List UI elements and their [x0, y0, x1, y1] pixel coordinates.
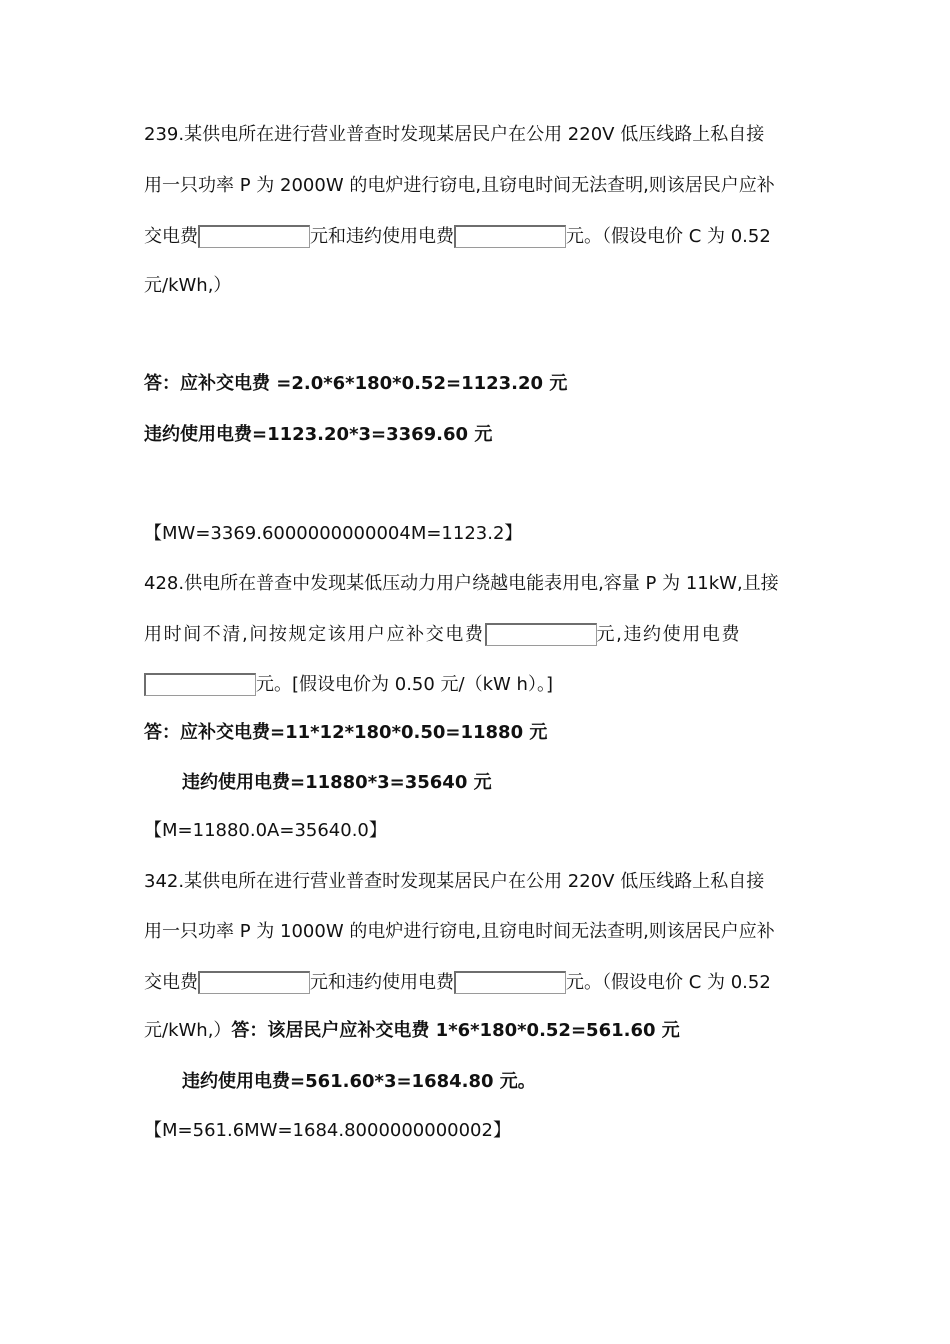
q239-blank-penalty-fee[interactable] — [454, 225, 566, 248]
q428-line-2 — [144, 622, 741, 648]
q239-line-1: 239.某供电所在进行营业普查时发现某居民户在公用 220V 低压线路上私自接 — [144, 124, 765, 145]
q239-line-2: 用一只功率 P 为 2000W 的电炉进行窃电,且窃电时间无法查明,则该居民户应补 — [144, 175, 775, 196]
q428-result: 【M=11880.0A=35640.0】 — [144, 820, 387, 841]
q342-line-2: 用一只功率 P 为 1000W 的电炉进行窃电,且窃电时间无法查明,则该居民户应补 — [144, 921, 775, 942]
q342-blank-penalty-fee[interactable] — [454, 971, 566, 994]
q239-result: 【MW=3369.6000000000004M=1123.2】 — [144, 523, 523, 544]
q342-text-b: 元和违约使用电费 — [310, 972, 454, 993]
q428-line-3 — [144, 672, 553, 698]
q428-answer-2: 违约使用电费=11880*3=35640 元 — [182, 772, 492, 793]
q428-line-1: 428.供电所在普查中发现某低压动力用户绕越电能表用电,容量 P 为 11kW,且接 — [144, 573, 779, 594]
q239-line-3 — [144, 224, 771, 250]
q239-blank-make-up-fee[interactable] — [198, 225, 310, 248]
q428-blank-make-up-fee[interactable] — [485, 623, 597, 646]
q342-text-c: 元。（假设电价 C 为 0.52 — [566, 972, 771, 993]
q428-answer-1: 答：应补交电费=11*12*180*0.50=11880 元 — [144, 722, 548, 743]
q239-text-a: 交电费 — [144, 226, 198, 247]
q342-answer-1: 答：该居民户应补交电费 1*6*180*0.52=561.60 元 — [231, 1020, 680, 1041]
q342-text-d: 元/kWh,） — [144, 1020, 232, 1041]
q342-result: 【M=561.6MW=1684.8000000000002】 — [144, 1120, 511, 1141]
q342-text-a: 交电费 — [144, 972, 198, 993]
q428-text-b: 元,违约使用电费 — [596, 624, 742, 645]
q342-line-1: 342.某供电所在进行营业普查时发现某居民户在公用 220V 低压线路上私自接 — [144, 871, 765, 892]
q428-text-a: 用时间不清,问按规定该用户应补交电费 — [144, 624, 485, 645]
q342-line-4 — [144, 1018, 680, 1044]
q342-blank-make-up-fee[interactable] — [198, 971, 310, 994]
q428-blank-penalty-fee[interactable] — [144, 673, 256, 696]
q239-answer-1: 答：应补交电费 =2.0*6*180*0.52=1123.20 元 — [144, 373, 568, 394]
q342-answer-2: 违约使用电费=561.60*3=1684.80 元。 — [182, 1071, 536, 1092]
q342-line-3 — [144, 970, 771, 996]
q239-text-c: 元。（假设电价 C 为 0.52 — [566, 226, 771, 247]
q239-text-b: 元和违约使用电费 — [310, 226, 454, 247]
q239-answer-2: 违约使用电费=1123.20*3=3369.60 元 — [144, 424, 493, 445]
q239-line-4: 元/kWh,） — [144, 275, 232, 296]
q428-text-c: 元。[假设电价为 0.50 元/（kW h）。] — [256, 674, 553, 695]
